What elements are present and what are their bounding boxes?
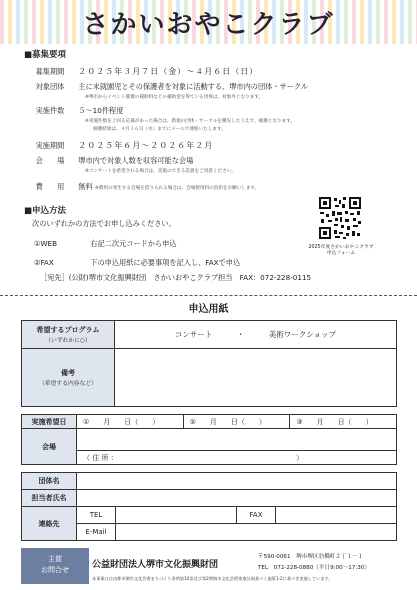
apply-web	[34, 239, 177, 249]
person-field[interactable]	[77, 490, 397, 507]
qr-caption	[296, 245, 386, 257]
remarks-header	[22, 349, 115, 407]
web-text: 右記二次元コードから申込	[90, 239, 177, 248]
recruit-row-cost	[24, 182, 259, 192]
recruit-row-venue	[24, 156, 193, 166]
row-label: 対象団体	[35, 82, 65, 91]
date-field-3[interactable]: ③ 月 日（ ）	[290, 415, 397, 429]
row-value: ２０２５年６月～２０２６年２月	[78, 141, 214, 150]
date-field-1[interactable]: ① 月 日（ ）	[77, 415, 184, 429]
row-value: ２０２５年３月７日（金）～４月６日（日）	[78, 67, 259, 76]
footer-note: 本事業は自由都市堺市文化芸術まちづくり条例第10条及び第2期堺市文化芸術推進計画基づく施策1-2に基づき実施しています。	[92, 576, 333, 581]
row-label: 実施期間	[35, 141, 65, 150]
recruit-heading: ■募集要項	[24, 50, 67, 60]
remarks-label: 備考	[61, 369, 75, 377]
qr-code-icon[interactable]	[317, 195, 363, 241]
row-value: 主に未就園児とその保護者を対象に活動する、堺市内の団体・サークル	[78, 82, 309, 91]
qr-caption-line1: 2025年度さかいおやこクラブ	[308, 245, 374, 250]
row-value: ５～10件程度	[78, 106, 124, 115]
page-title: さかいおやこクラブ	[82, 10, 335, 40]
row-label: 募集期間	[35, 67, 65, 76]
fax-text: 下の申込用紙に必要事項を記入し、FAXで申込	[90, 258, 241, 267]
program-option-art[interactable]: 美術ワークショップ	[268, 330, 337, 339]
footer-address: 〒590-0061 堺市堺区翁橋町２丁１－１	[258, 554, 364, 560]
row-label: 実施件数	[35, 106, 65, 115]
badge-inquiry: お問合せ	[41, 566, 69, 574]
apply-contact: ［宛先］(公財)堺市文化振興財団 さかいおやこクラブ担当 FAX：072-228-0115	[40, 273, 312, 282]
program-header	[22, 321, 115, 349]
tel-label: TEL	[77, 507, 116, 524]
qr-caption-line2: 申込フォーム	[326, 251, 356, 256]
apply-fax	[34, 258, 240, 268]
org-header: 団体名	[22, 473, 77, 490]
program-label: 希望するプログラム	[36, 326, 100, 334]
recruit-row-term	[24, 140, 213, 151]
note-concert: ※コンサートを希望される場合は、実施のできる設置をご用意ください。	[85, 169, 236, 174]
date-field-2[interactable]: ② 月 日（ ）	[183, 415, 290, 429]
contact-table	[21, 472, 397, 541]
row-label: 会 場	[35, 156, 65, 165]
date-header: 実施希望日	[22, 415, 77, 429]
program-separator: ・	[236, 330, 245, 339]
footer-org-name: 公益財団法人堺市文化振興財団	[92, 560, 219, 570]
apply-intro: 次のいずれかの方法でお申し込みください。	[32, 219, 176, 228]
note-lottery: ※実施件数を上回る応募があった場合は、新規の団体・サークルを優先したうえで、抽選となります。	[85, 119, 295, 124]
venue-field[interactable]	[77, 429, 397, 451]
recruit-row-count	[24, 106, 123, 116]
program-option-concert[interactable]: コンサート	[174, 330, 213, 339]
note-cost: ※費用の発生する会場を借りられる場合は、会場使用料の負担をお願いします。	[94, 186, 260, 191]
email-field[interactable]	[116, 524, 397, 541]
badge-organizer: 主催	[48, 555, 62, 563]
recruit-row-period	[24, 66, 258, 77]
fax-label: FAX	[237, 507, 276, 524]
program-options[interactable]	[115, 321, 397, 349]
email-label: E-Mail	[77, 524, 116, 541]
footer-tel: TEL 072-228-0880（平日9:00～17:30）	[258, 565, 370, 571]
tel-field[interactable]	[116, 507, 237, 524]
web-label: ①WEB	[34, 239, 58, 248]
fax-field[interactable]	[276, 507, 397, 524]
address-field[interactable]: （ 住 所 ： ）	[77, 451, 397, 465]
recruit-row-target	[24, 82, 308, 92]
apply-heading: ■申込方法	[24, 206, 67, 216]
row-value: 堺市内で対象人数を収容可能な会場	[78, 156, 194, 165]
row-label: 費 用	[35, 182, 65, 191]
remarks-field[interactable]	[115, 349, 397, 407]
program-table	[21, 320, 397, 407]
program-sub: （いずれかに○）	[45, 338, 91, 344]
note-subsidy: ※堺市からイベント開催の補助料などの補助金を得ている団体は、対象外となります。	[85, 95, 264, 100]
organizer-badge	[21, 548, 89, 584]
form-title: 申込用紙	[188, 304, 229, 315]
contact-header: 連絡先	[22, 507, 77, 541]
row-value: 無料	[78, 182, 93, 191]
cut-line	[0, 295, 417, 296]
fax-label: ②FAX	[34, 258, 54, 267]
remarks-sub: （希望する内容など）	[39, 381, 97, 387]
date-venue-table	[21, 414, 397, 465]
note-lottery-result: 抽選結果は、４月１６日（水）までにメールで連絡いたします。	[93, 127, 226, 132]
venue-header: 会場	[22, 429, 77, 465]
org-field[interactable]	[77, 473, 397, 490]
person-header: 担当者氏名	[22, 490, 77, 507]
